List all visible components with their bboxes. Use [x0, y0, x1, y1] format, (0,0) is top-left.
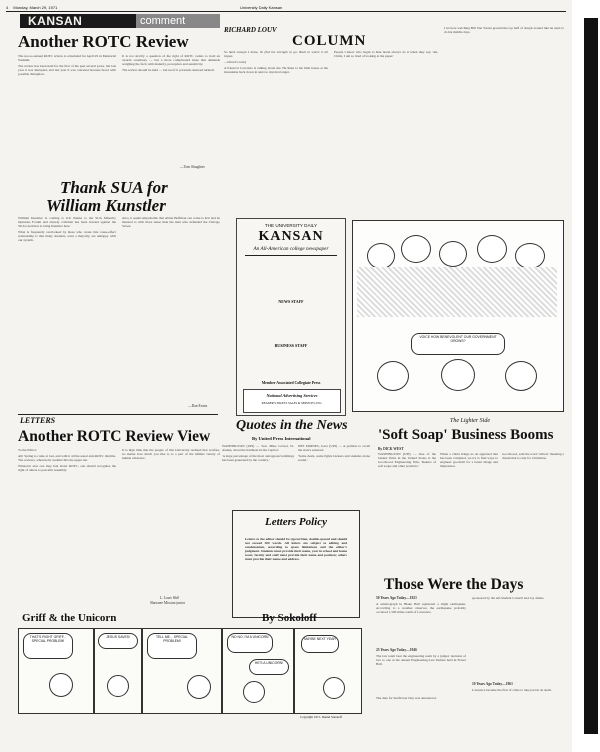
- kunstler-para: Also, it seems improbable that Abbie Hoffman can come to KU and be listened to with more sense than the man who defended the Chicago Seven.: [122, 216, 220, 228]
- comment-para: The not-so-annual ROTC review is scheduled for April 29 in Memorial Stadium.: [18, 54, 116, 62]
- days-item-2: The law team beat the engineering team by a judges' decision of two to one at the annual Engineering-Law Debate held in Fraser Hall.: [376, 654, 466, 666]
- comic-character: [187, 675, 211, 699]
- column-poem: So hard enough I know. To find the strength to go. Back to where it all began.: [224, 50, 328, 58]
- comic-character: [323, 677, 345, 699]
- letter-signature: L. Louis Wall: [160, 596, 180, 600]
- cartoon-figure: [441, 359, 475, 391]
- days-item-2b: The date for Sunflower Day was announced.: [376, 696, 437, 700]
- column-col-1: [224, 50, 328, 212]
- comic-copyright: Copyright 1971, Daniel Sokoloff: [300, 715, 343, 719]
- news-staff-heading: NEWS STAFF: [278, 299, 304, 304]
- speech-bubble: NO NO. I'M A UNICORN: [227, 633, 273, 653]
- speech-bubble: TELL ME... SPECIAL PROBLEM!: [147, 633, 197, 659]
- cartoon-crowd: [357, 267, 557, 317]
- letters-col-2: [122, 448, 220, 594]
- speech-bubble: HE'S A UNICORN!: [249, 659, 289, 675]
- column-author: RICHARD LOUV: [224, 26, 277, 34]
- policy-text: Letters to the editor should be typewritten, double-spaced and should not exceed 300 words. All letters are subject to editing and condensation, according to space limitations and the editor's judgment. Students must provide their name, year in school and home town; faculty and staff must provide their name and position; others must provide their name and address.: [245, 537, 347, 561]
- comment-col-2: [122, 54, 220, 172]
- column-para: People I know who begin to hate bread always do it when they say, 'Ah, Christ, I am so tired of looking at the paper.': [334, 50, 438, 58]
- reader-digest: READER'S DIGEST SALES & SERVICES, INC.: [261, 401, 323, 405]
- kunstler-headline-1: Thank SUA for: [60, 178, 168, 197]
- lighter-col-3: [502, 452, 564, 570]
- letter-para: It is high time that the people of this University realized that warfare, no matter how much you like it, is a part of the infinite variety of human existence.: [122, 448, 220, 460]
- column-col-2: [334, 50, 438, 212]
- kunstler-para: William Kunstler is coming to KU thanks to the SUA Minority Opinions Forum and already criticism has been leveled against the SUA's decision to bring Kunstler here.: [18, 216, 116, 228]
- column-para: I let here watching Bill Van Torten ground the top half of dough around like he used to do his middle days.: [444, 26, 564, 34]
- cartoon-figure: [439, 241, 467, 267]
- lighter-para: Goodwood, said the word 'wilted,' meaning a dream that is only for Christmas.: [502, 452, 564, 460]
- comment-logo: comment: [136, 14, 220, 28]
- page-number: 4: [6, 5, 9, 10]
- letters-rule: [18, 414, 218, 415]
- policy-headline: Letters Policy: [264, 516, 327, 528]
- cartoon-figure: [505, 361, 537, 391]
- edge-bar: [584, 18, 598, 734]
- quote-para: WASHINGTON (UPI) — Sen. Mike Gravel, D-Alaska, about the hardness in the Capitol:: [222, 444, 294, 452]
- cartoon-figure: [377, 361, 409, 391]
- acp-member: Member Associated Collegiate Press: [261, 381, 321, 385]
- column-title: COLUMN: [292, 33, 367, 49]
- letters-policy-box: [232, 510, 360, 618]
- business-staff-heading: BUSINESS STAFF: [274, 343, 308, 348]
- column-col-3: [444, 26, 564, 214]
- column-poem-credit: —David Crosby: [224, 60, 247, 64]
- letters-headline: Another ROTC Review View: [18, 428, 211, 445]
- letter-signature-detail: Shawnee Mission junior: [150, 601, 185, 605]
- staff-nameplate: KANSAN: [258, 229, 324, 244]
- lighter-label: The Lighter Side: [450, 418, 490, 424]
- speech-bubble: MAYBE NEXT YEAR: [301, 635, 339, 653]
- comic-title: Griff & the Unicorn: [22, 612, 117, 624]
- paper-name: University Daily Kansan: [240, 5, 283, 10]
- letter-para: Whatever else one may feel about ROTC, one should recognize the right of others to peaceful assembly.: [18, 464, 116, 472]
- days-item-title: 50 Years Ago Today—1921: [376, 596, 417, 600]
- editorial-cartoon: [352, 220, 564, 412]
- cartoon-figure: [401, 235, 431, 263]
- comic-character: [49, 673, 73, 697]
- ad-services-box: [243, 389, 341, 413]
- column-para: A friend at Colorado is talking about me. He links to his little house at the mountains back down in narrow, mystical anger.: [224, 66, 328, 74]
- cartoon-figure: [477, 235, 507, 263]
- lighter-para: When a client brings us an appraisal that has been compiled, we try to find ways to engineer goodwill for a better image and impression.: [440, 452, 498, 468]
- kansan-logo: KANSAN: [20, 14, 144, 28]
- comment-para: The review should be held — but not if it portends renewed turmoil.: [122, 68, 215, 72]
- cartoon-caption: VOICE HOW BENEVOLENT OUR GOVERNMENT GROWS?: [411, 333, 505, 355]
- kunstler-col-2: [122, 216, 220, 408]
- comic-panel-5: [294, 628, 362, 714]
- letters-col-1: [18, 448, 116, 606]
- quotes-col-1: [222, 444, 294, 506]
- quotes-subhead: By United Press International: [252, 436, 311, 441]
- days-item-title: 10 Years Ago Today—1961: [472, 682, 513, 686]
- issue-date: Monday, March 29, 1971: [13, 5, 58, 10]
- staff-tagline: An All-American college newspaper: [253, 246, 329, 252]
- comic-panel-2: [94, 628, 142, 714]
- comic-panel-3: [142, 628, 222, 714]
- lighter-byline: By DICK WEST: [378, 447, 404, 451]
- comment-para: The review has been held for the first of the past several years, but last year it was disrupted, and last year it was canceled because faced with possible disruption.: [18, 64, 116, 76]
- comment-byline: —Tom Slaughter: [180, 165, 205, 169]
- quotes-headline: Quotes in the News: [236, 418, 348, 433]
- kunstler-byline: —Dan Evans: [188, 404, 208, 408]
- comment-headline: Another ROTC Review: [18, 32, 189, 51]
- comic-panel-1: [18, 628, 94, 714]
- quote-para: 'Some deals, some fights backers and students alone sound.': [298, 454, 370, 462]
- staff-box: [236, 218, 346, 416]
- lighter-col-2: [440, 452, 498, 570]
- letters-label: LETTERS: [20, 416, 56, 425]
- comic-character: [243, 681, 265, 703]
- days-item-3: sponsored by the All-Student Council and Joy James.: [472, 596, 545, 600]
- kunstler-para: What is frequently overlooked by those who create this cause-effect relationship is that many students, even a majority, are unhappy with our system.: [18, 230, 116, 242]
- days-item-4: Lawrence became the first of cities to take part in an audit.: [472, 688, 552, 692]
- speech-bubble: THAT'S RIGHT GRIFF... SPECIAL PROBLEM!: [23, 633, 73, 659]
- staff-smallcaps: THE UNIVERSITY DAILY: [264, 223, 318, 228]
- masthead-rule: [6, 11, 566, 12]
- comment-col-1: [18, 54, 116, 172]
- lighter-col-1: [378, 452, 436, 570]
- cartoon-figure: [367, 243, 395, 269]
- comic-panel-4: [222, 628, 294, 714]
- quote-para: DES MOINES, Iowa (UPI) — A petition to recall the state's senators:: [298, 444, 370, 452]
- days-item-1: A seismograph in Blake Hall registered a slight earthquake. According to a weather observer, the earthquake probably occurred 1,500 miles south of Lawrence.: [376, 602, 466, 614]
- lighter-headline: 'Soft Soap' Business Booms: [378, 427, 554, 443]
- lighter-para: WASHINGTON (UPI) — One of the busiest firms in the United States is the Goodwood Engineering firm, 'makers of soft soaps and other products.': [378, 452, 436, 468]
- days-item-title: 25 Years Ago Today—1946: [376, 648, 417, 652]
- cartoon-figure: [515, 243, 545, 269]
- masthead: [6, 5, 256, 10]
- comic-character: [107, 675, 129, 697]
- speech-bubble: JESUS SAVES!: [98, 633, 138, 649]
- kunstler-headline-2: William Kunstler: [46, 196, 166, 215]
- ad-services-title: National Advertising Services: [266, 393, 318, 398]
- comic-author: By Sokoloff: [262, 612, 317, 624]
- letter-para: Ah! Spring is come at last, and with it all the usual anti-ROTC diatribe. The reviews, when held, weather hits the upper ten.: [18, 454, 116, 462]
- next-page-edge: [572, 0, 600, 752]
- quotes-col-2: [298, 444, 370, 506]
- letter-para: To the Editor:: [18, 448, 37, 452]
- kunstler-col-1: [18, 216, 116, 408]
- comment-para: It is not strictly a question of the right of ROTC cadets to hold an awards ceremony — but a more complicated issue that demands weighing the facts with maturity, perception and sensitivity.: [122, 54, 220, 66]
- those-days-headline: Those Were the Days: [384, 576, 524, 593]
- quote-para: 'A large percentage of the most outrageous bombings has been generated by the country.': [222, 454, 294, 462]
